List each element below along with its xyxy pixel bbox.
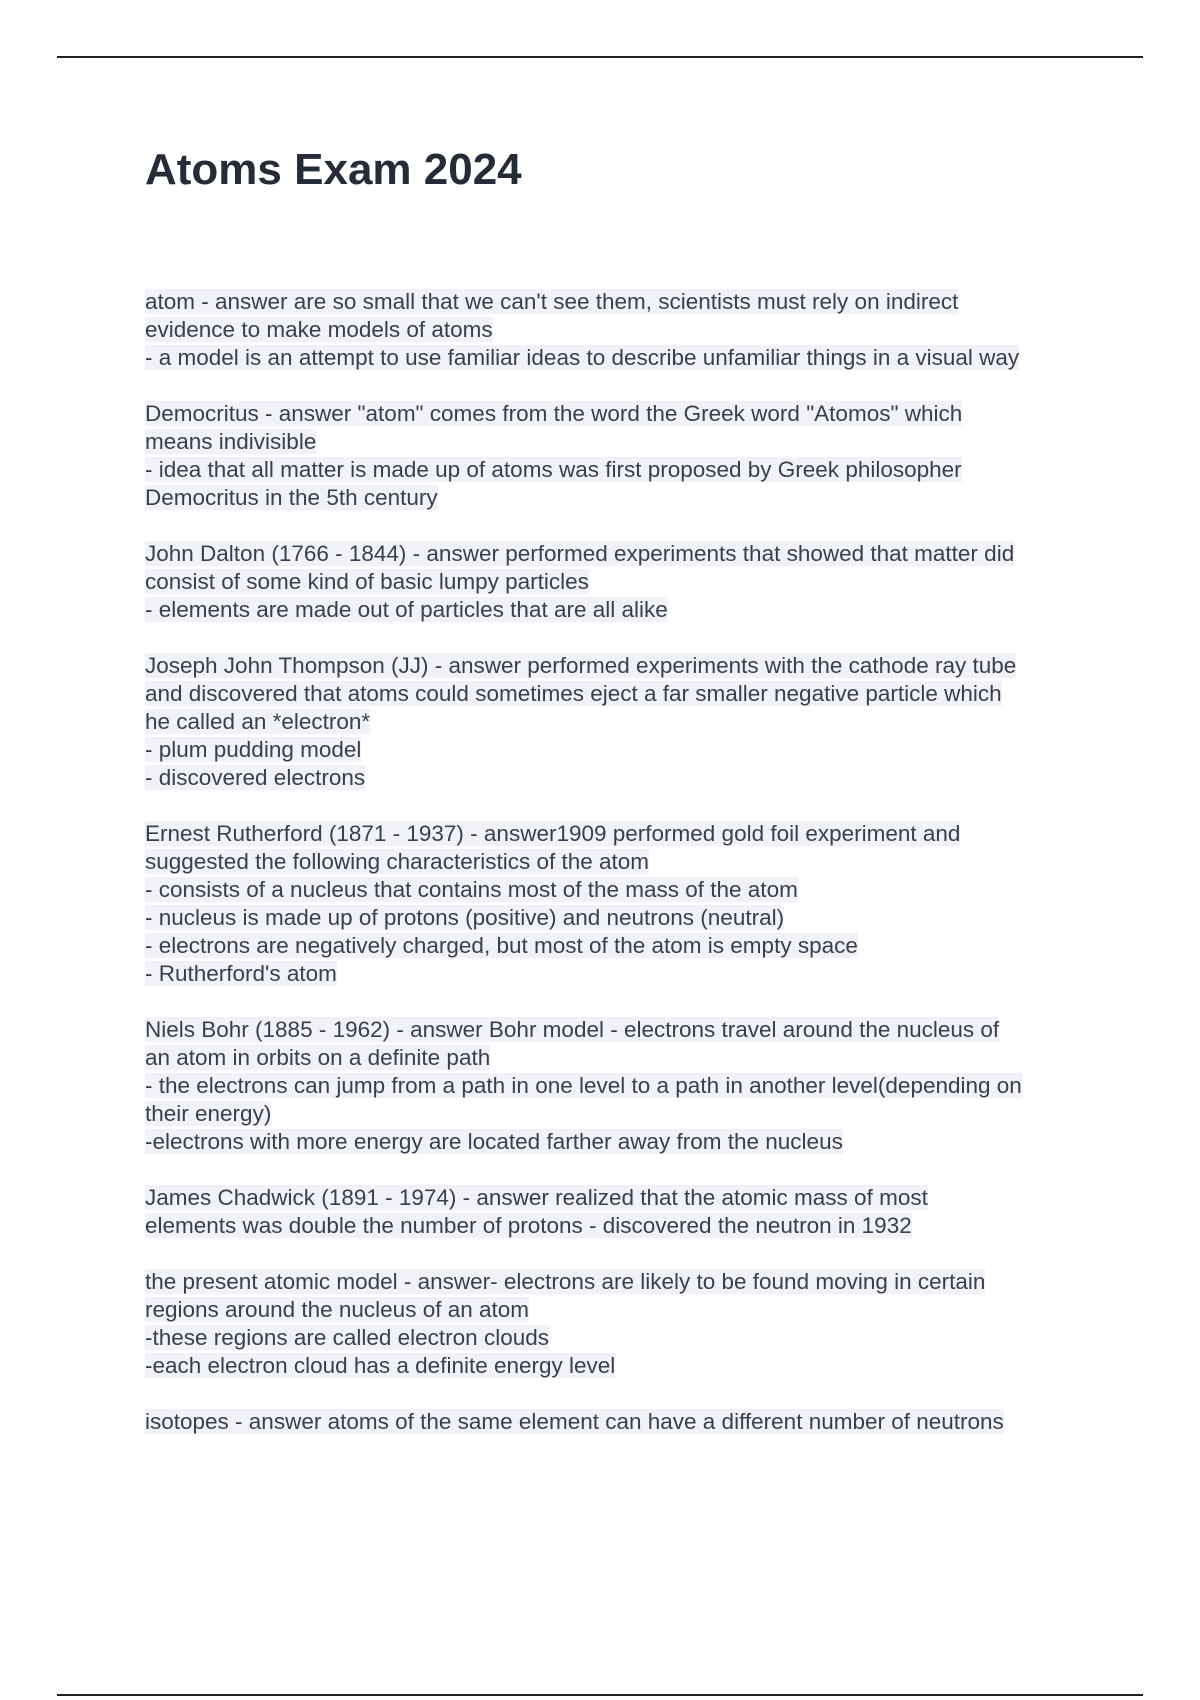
top-rule <box>57 56 1143 58</box>
entry-line-text: - the electrons can jump from a path in one level to a path in another level(depending on <box>145 1073 1022 1098</box>
entry-line <box>145 932 1090 960</box>
entry-line-text: Joseph John Thompson (JJ) - answer performed experiments with the cathode ray tube <box>145 653 1017 678</box>
entry-line-text: Ernest Rutherford (1871 - 1937) - answer1909 performed gold foil experiment and <box>145 821 961 846</box>
entry-line <box>145 708 1090 736</box>
entry-line-text: their energy) <box>145 1101 272 1126</box>
entry-line <box>145 1212 1090 1240</box>
entry-line-text: -these regions are called electron clouds <box>145 1325 549 1350</box>
entry-line <box>145 1072 1090 1100</box>
entry-line <box>145 652 1090 680</box>
entry-line <box>145 1408 1090 1436</box>
entry-line <box>145 1296 1090 1324</box>
entry-line-text: consist of some kind of basic lumpy particles <box>145 569 589 594</box>
entry-line-text: -electrons with more energy are located farther away from the nucleus <box>145 1129 843 1154</box>
entry-line-text: regions around the nucleus of an atom <box>145 1297 530 1322</box>
entry-line <box>145 820 1090 848</box>
entry-line-text: John Dalton (1766 - 1844) - answer performed experiments that showed that matter did <box>145 541 1015 566</box>
entry-line <box>145 960 1090 988</box>
entry-line-text: - nucleus is made up of protons (positive) and neutrons (neutral) <box>145 905 785 930</box>
entry-line-text: elements was double the number of protons - discovered the neutron in 1932 <box>145 1213 912 1238</box>
entry-line <box>145 540 1090 568</box>
entry-line-text: Democritus in the 5th century <box>145 485 438 510</box>
entry-line <box>145 400 1090 428</box>
entry-line <box>145 904 1090 932</box>
entry-line-text: Niels Bohr (1885 - 1962) - answer Bohr model - electrons travel around the nucleus of <box>145 1017 1000 1042</box>
entry-line <box>145 428 1090 456</box>
entry-line <box>145 1352 1090 1380</box>
entry-line-text: evidence to make models of atoms <box>145 317 493 342</box>
entry-line <box>145 1324 1090 1352</box>
entry-line <box>145 568 1090 596</box>
entry-line <box>145 1100 1090 1128</box>
entry-line <box>145 876 1090 904</box>
qa-entry <box>145 1016 1090 1156</box>
qa-entry <box>145 540 1090 624</box>
entry-line-text: an atom in orbits on a definite path <box>145 1045 491 1070</box>
entry-line-text: - idea that all matter is made up of atoms was first proposed by Greek philosopher <box>145 457 962 482</box>
entry-line <box>145 484 1090 512</box>
entry-line <box>145 1184 1090 1212</box>
qa-entry <box>145 1268 1090 1380</box>
qa-entry <box>145 1408 1090 1436</box>
entry-line-text: suggested the following characteristics of the atom <box>145 849 650 874</box>
qa-entry <box>145 400 1090 512</box>
entry-line-text: means indivisible <box>145 429 317 454</box>
entry-line <box>145 1044 1090 1072</box>
entry-line-text: - discovered electrons <box>145 765 366 790</box>
entry-line-text: - consists of a nucleus that contains most of the mass of the atom <box>145 877 798 902</box>
entry-line <box>145 764 1090 792</box>
entry-line-text: - Rutherford's atom <box>145 961 337 986</box>
document-title: Atoms Exam 2024 <box>145 145 522 194</box>
entry-line <box>145 596 1090 624</box>
entry-line-text: atom - answer are so small that we can't see them, scientists must rely on indirect <box>145 289 959 314</box>
entry-line <box>145 680 1090 708</box>
entry-line-text: - a model is an attempt to use familiar ideas to describe unfamiliar things in a visual way <box>145 345 1020 370</box>
entry-line <box>145 344 1090 372</box>
qa-entry <box>145 1184 1090 1240</box>
entry-line-text: isotopes - answer atoms of the same element can have a different number of neutrons <box>145 1409 1004 1434</box>
entry-list <box>145 288 1090 1436</box>
entry-line-text: - plum pudding model <box>145 737 362 762</box>
entry-line-text: he called an *electron* <box>145 709 371 734</box>
entry-line-text: and discovered that atoms could sometimes eject a far smaller negative particle which <box>145 681 1002 706</box>
entry-line <box>145 1268 1090 1296</box>
entry-line <box>145 1016 1090 1044</box>
qa-entry <box>145 288 1090 372</box>
entry-line-text: - electrons are negatively charged, but most of the atom is empty space <box>145 933 858 958</box>
qa-entry <box>145 652 1090 792</box>
document-page <box>145 140 1090 1464</box>
entry-line <box>145 316 1090 344</box>
entry-line <box>145 456 1090 484</box>
entry-line <box>145 736 1090 764</box>
entry-line-text: - elements are made out of particles that are all alike <box>145 597 668 622</box>
entry-line <box>145 1128 1090 1156</box>
entry-line <box>145 288 1090 316</box>
entry-line-text: -each electron cloud has a definite energy level <box>145 1353 616 1378</box>
qa-entry <box>145 820 1090 988</box>
entry-line-text: the present atomic model - answer- electrons are likely to be found moving in certain <box>145 1269 986 1294</box>
entry-line <box>145 848 1090 876</box>
bottom-rule <box>57 1694 1143 1696</box>
entry-line-text: Democritus - answer "atom" comes from the word the Greek word "Atomos" which <box>145 401 963 426</box>
entry-line-text: James Chadwick (1891 - 1974) - answer realized that the atomic mass of most <box>145 1185 928 1210</box>
